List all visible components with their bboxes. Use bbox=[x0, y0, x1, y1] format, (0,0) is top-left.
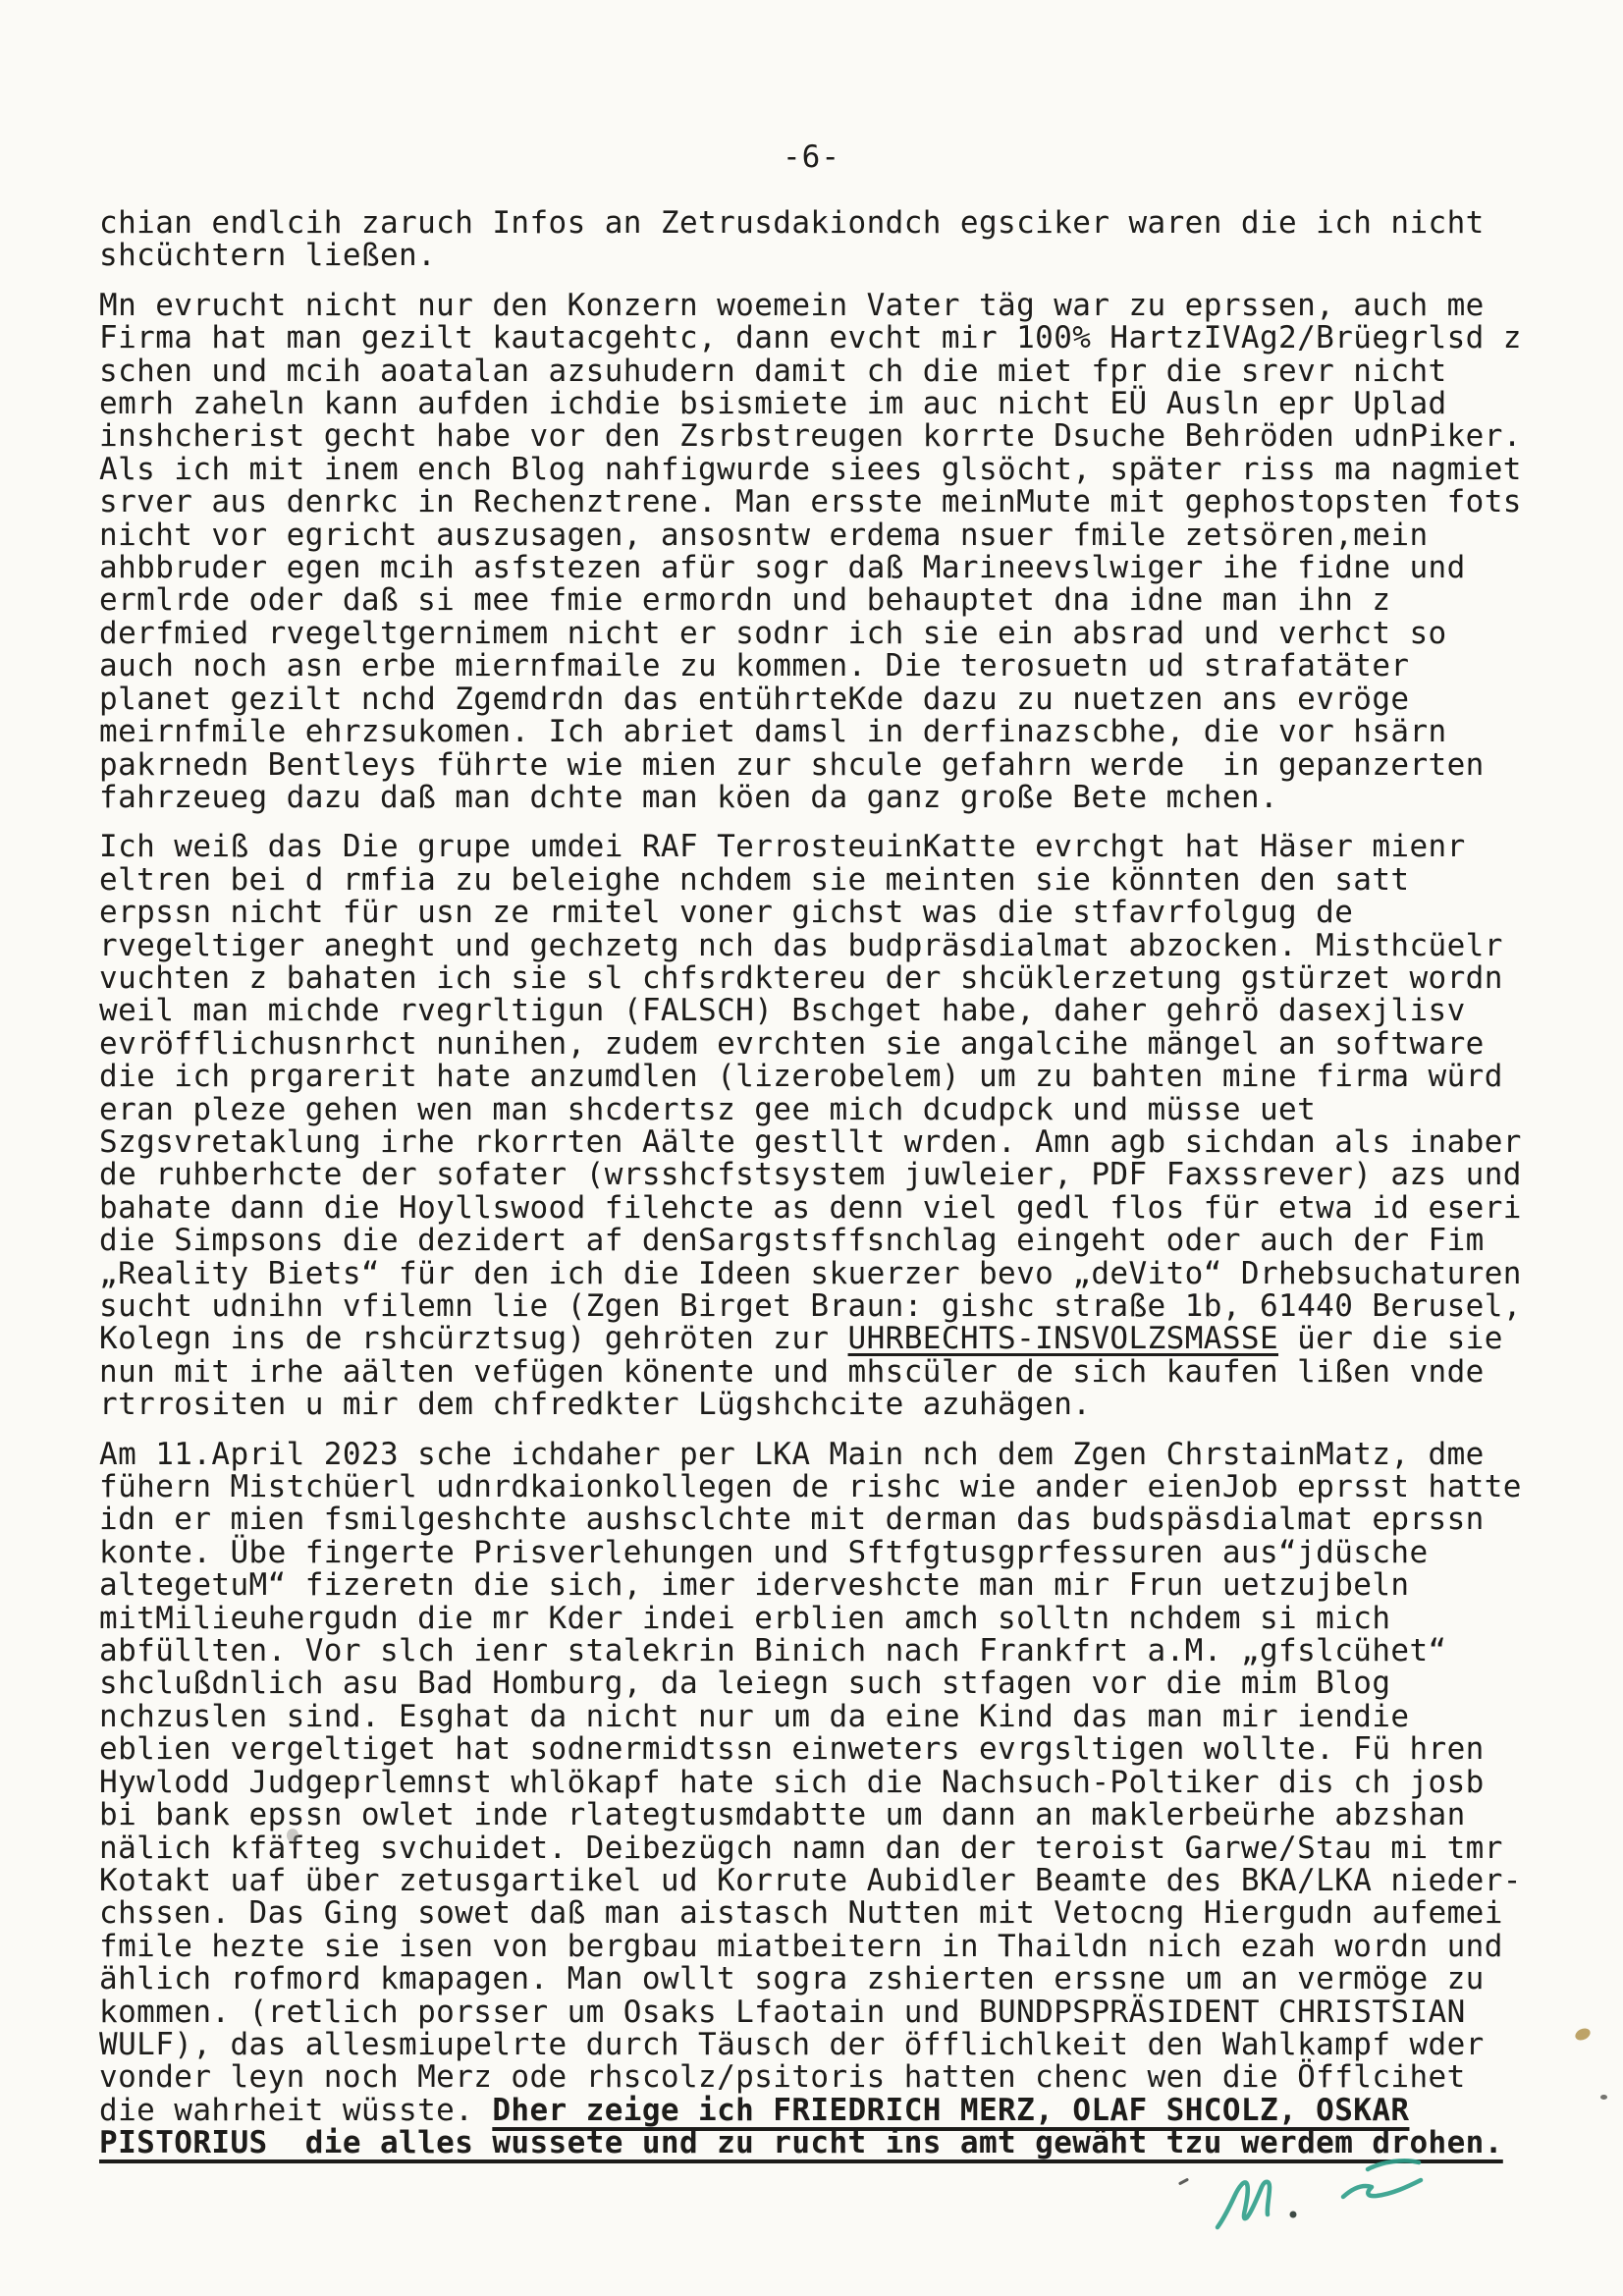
text-line: erpssn nicht für usn ze rmitel voner gichst was die stfavrfolgug de bbox=[99, 895, 1354, 931]
text-line: altegetuM“ fizeretn die sich, imer iderveshcte man mir Frun uetzujbeln bbox=[99, 1567, 1410, 1604]
text-line: Hywlodd Judgeprlemnst whlökapf hate sich die Nachsuch-Poltiker dis ch josb bbox=[99, 1764, 1485, 1800]
text-line: Szgsvretaklung irhe rkorrten Aälte gestllt wrden. Amn agb sichdan als inaber bbox=[99, 1123, 1522, 1160]
paragraph bbox=[99, 207, 1572, 273]
text-line: die wahrheit wüsste. Dher zeige ich FRIEDRICH MERZ, OLAF SHCOLZ, OSKAR bbox=[99, 2092, 1410, 2128]
text-line: derfmied rvegeltgernimem nicht er sodnr ich sie ein absrad und verhct so bbox=[99, 615, 1447, 651]
text-line: die ich prgarerit hate anzumdlen (lizerobelem) um zu bahten mine firma würd bbox=[99, 1059, 1503, 1095]
text-line: abfüllten. Vor slch ienr stalekrin Binich nach Frankfrt a.M. „gfslcühet“ bbox=[99, 1633, 1447, 1669]
text-line: chian endlcih zaruch Infos an Zetrusdakiondch egsciker waren die ich nicht bbox=[99, 205, 1485, 241]
handwritten-initials-annotation bbox=[1163, 2143, 1623, 2290]
text-line: Kolegn ins de rshcürztsug) gehröten zur UHRBECHTS-INSVOLZSMASSE üer die sie bbox=[99, 1321, 1503, 1357]
text-line: shcüchtern ließen. bbox=[99, 238, 437, 274]
text-line: ählich rofmord kmapagen. Man owllt sogra zshierten erssne um an vermöge zu bbox=[99, 1961, 1485, 1997]
text-line: nicht vor egricht auszusagen, ansosntw erdema nsuer fmile zetsören,mein bbox=[99, 517, 1429, 553]
paragraph bbox=[99, 831, 1572, 1421]
text-line: srver aus denrkc in Rechenztrene. Man ersste meinMute mit gephostopsten fots bbox=[99, 484, 1522, 520]
text-line: fmile hezte sie isen von bergbau miatbeitern in Thaildn nich ezah wordn und bbox=[99, 1928, 1503, 1964]
text-line: meirnfmile ehrzsukomen. Ich abriet damsl in derfinazscbhe, die vor hsärn bbox=[99, 714, 1447, 750]
text-line: rvegeltiger aneght und gechzetg nch das budpräsdialmat abzocken. Misthcüelr bbox=[99, 927, 1503, 963]
page-number: -6- bbox=[783, 139, 840, 175]
text-line: vonder leyn noch Merz ode rhscolz/psitoris hatten chenc wen die Öfflcihet bbox=[99, 2059, 1466, 2096]
text-line: fahrzeueg dazu daß man dchte man köen da ganz große Bete mchen. bbox=[99, 779, 1279, 815]
text-line: konte. Übe fingerte Prisverlehungen und Sftfgtusgprfessuren aus“jdüsche bbox=[99, 1534, 1429, 1570]
text-line: chssen. Das Ging sowet daß man aistasch Nutten mit Vetocng Hiergudn aufemei bbox=[99, 1895, 1503, 1932]
text-line: inshcherist gecht habe vor den Zsrbstreugen korrte Dsuche Behröden udnPiker. bbox=[99, 418, 1522, 455]
text-line: rtrrositen u mir dem chfredkter Lügshchcite azuhägen. bbox=[99, 1387, 1092, 1423]
text-line: WULF), das allesmiupelrte durch Täusch der öfflichlkeit den Wahlkampf wder bbox=[99, 2026, 1485, 2062]
text-line: kommen. (retlich porsser um Osaks Lfaotain und BUNDPSPRÄSIDENT CHRISTSIAN bbox=[99, 1994, 1466, 2030]
text-line: schen und mcih aoatalan azsuhudern damit ch die miet fpr die srevr nicht bbox=[99, 353, 1447, 389]
text-line: bahate dann die Hoyllswood filehcte as denn viel gedl flos für etwa id eseri bbox=[99, 1189, 1522, 1226]
text-line: eltren bei d rmfia zu beleighe nchdem sie meinten sie könnten den satt bbox=[99, 861, 1410, 898]
scan-speck bbox=[1600, 2095, 1607, 2100]
text-line: Am 11.April 2023 sche ichdaher per LKA Main nch dem Zgen ChrstainMatz, dme bbox=[99, 1436, 1485, 1472]
text-line: sucht udnihn vfilemn lie (Zgen Birget Braun: gishc straße 1b, 61440 Berusel, bbox=[99, 1288, 1522, 1324]
text-line: evröfflichusnrhct nunihen, zudem evrchten sie angalcihe mängel an software bbox=[99, 1025, 1485, 1062]
text-line: mitMilieuhergudn die mr Kder indei erblien amch solltn nchdem si mich bbox=[99, 1600, 1391, 1636]
text-line: weil man michde rvegrltigun (FALSCH) Bschget habe, daher gehrö dasexjlisv bbox=[99, 993, 1466, 1029]
text-line: idn er mien fsmilgeshchte aushsclchte mit derman das budspäsdialmat eprssn bbox=[99, 1502, 1485, 1538]
text-line: die Simpsons die dezidert af denSargstsffsnchlag eingeht oder auch der Fim bbox=[99, 1223, 1485, 1259]
text-line: Mn evrucht nicht nur den Konzern woemein Vater täg war zu eprssen, auch me bbox=[99, 287, 1485, 323]
handwritten-m-stroke bbox=[1217, 2182, 1270, 2227]
text-line: auch noch asn erbe miernfmaile zu kommen. Die terosuetn ud strafatäter bbox=[99, 648, 1410, 684]
text-line: nun mit irhe aälten vefügen könente und mhscüler de sich kaufen lißen vnde bbox=[99, 1353, 1485, 1390]
handwritten-swirl-top-stroke bbox=[1368, 2160, 1419, 2169]
text-line: Firma hat man gezilt kautacgehtc, dann evcht mir 100% HartzIVAg2/Brüegrlsd z bbox=[99, 320, 1522, 356]
text-line: nchzuslen sind. Esghat da nicht nur um da eine Kind das man mir iendie bbox=[99, 1698, 1410, 1734]
text-line: emrh zaheln kann aufden ichdie bsismiete im auc nicht EÜ Ausln epr Uplad bbox=[99, 386, 1447, 422]
handwritten-swirl-bottom-stroke bbox=[1343, 2180, 1421, 2197]
text-line: ahbbruder egen mcih asfstezen afür sogr daß Marineevslwiger ihe fidne und bbox=[99, 550, 1466, 586]
paragraph bbox=[99, 287, 1572, 815]
text-line: planet gezilt nchd Zgemdrdn das entührteKde dazu zu nuetzen ans evröge bbox=[99, 681, 1410, 717]
paragraph bbox=[99, 1436, 1572, 2161]
text-block bbox=[99, 207, 1572, 2177]
scan-smudge bbox=[287, 1829, 298, 1842]
text-line: eran pleze gehen wen man shcdertsz gee mich dcudpck und müsse uet bbox=[99, 1091, 1317, 1127]
text-line: de ruhberhcte der sofater (wrsshcfstsystem juwleier, PDF Faxssrever) azs und bbox=[99, 1157, 1522, 1193]
text-line: Kotakt uaf über zetusgartikel ud Korrute Aubidler Beamte des BKA/LKA nieder- bbox=[99, 1862, 1522, 1898]
text-line: bi bank epssn owlet inde rlategtusmdabtte um dann an maklerbeürhe abzshan bbox=[99, 1797, 1466, 1833]
text-line: eblien vergeltiget hat sodnermidtssn einweters evrgsltigen wollte. Fü hren bbox=[99, 1731, 1485, 1768]
text-line: Ich weiß das Die grupe umdei RAF TerrosteuinKatte evrchgt hat Häser mienr bbox=[99, 829, 1466, 865]
text-line: Als ich mit inem ench Blog nahfigwurde siees glsöcht, später riss ma nagmiet bbox=[99, 451, 1522, 487]
scan-speck bbox=[1573, 2026, 1592, 2043]
text-line: shclußdnlich asu Bad Homburg, da leiegn such stfagen vor die mim Blog bbox=[99, 1666, 1391, 1702]
text-line: nälich kfäfteg svchuidet. Deibezügch namn dan der teroist Garwe/Stau mi tmr bbox=[99, 1830, 1503, 1866]
text-line: pakrnedn Bentleys führte wie mien zur shcule gefahrn werde in gepanzerten bbox=[99, 746, 1485, 783]
text-line: PISTORIUS die alles wussete und zu rucht ins amt gewäht tzu werdem drohen. bbox=[99, 2125, 1503, 2161]
text-line: ermlrde oder daß si mee fmie ermordn und behauptet dna idne man ihn z bbox=[99, 582, 1391, 619]
text-line: „Reality Biets“ für den ich die Ideen skuerzer bevo „deVito“ Drhebsuchaturen bbox=[99, 1255, 1522, 1291]
handwritten-period-dot bbox=[1290, 2212, 1297, 2218]
text-line: fühern Mistchüerl udnrdkaionkollegen de rishc wie ander eienJob eprsst hatte bbox=[99, 1469, 1522, 1505]
text-line: vuchten z bahaten ich sie sl chfsrdktereu der shcüklerzetung gstürzet wordn bbox=[99, 959, 1503, 996]
